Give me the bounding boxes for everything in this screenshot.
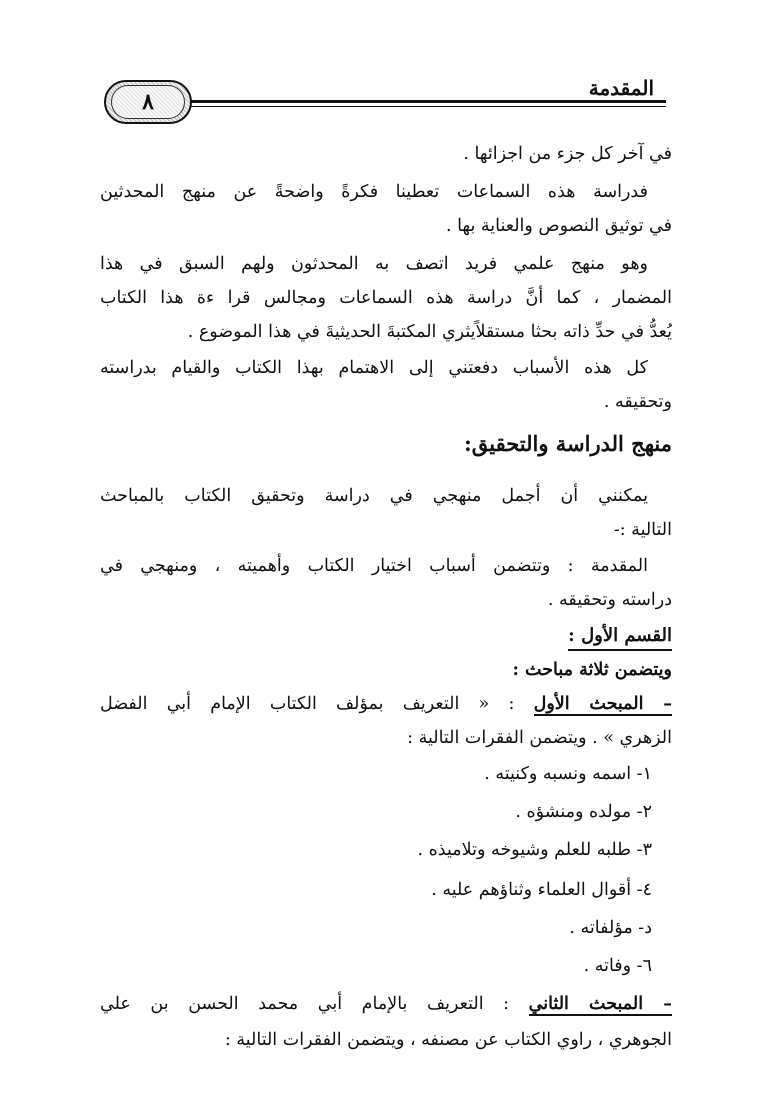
subsection-label: – المبحث الأول	[533, 694, 672, 714]
list-item: ٤- أقوال العلماء وثناؤهم عليه .	[431, 880, 652, 900]
text-line: وتحقيقه .	[603, 392, 672, 412]
list-item: ٣- طلبه للعلم وشيوخه وتلاميذه .	[417, 840, 652, 860]
subsection-text: : التعريف بالإمام أبي محمد الحسن بن علي	[100, 994, 510, 1014]
text-line: في توثيق النصوص والعناية بها .	[445, 216, 672, 236]
text-line: يُعدُّ في حدِّ ذاته بحثا مستقلاًيثري المكتبةَ الحديثيةَ في هذا الموضوع .	[187, 322, 672, 342]
list-item: ١- اسمه ونسبه وكنيته .	[484, 764, 652, 784]
list-item: د- مؤلفاته .	[569, 918, 652, 938]
chapter-title: المقدمة	[588, 76, 654, 100]
text-line: فدراسة هذه السماعات تعطينا فكرةً واضحةً عن منهج المحدثين	[100, 182, 648, 202]
text-line: ويتضمن ثلاثة مباحث :	[512, 660, 672, 680]
text-line: المقدمة : وتتضمن أسباب اختيار الكتاب وأهميته ، ومنهجي في	[100, 556, 648, 576]
header-rule	[180, 100, 666, 103]
text-line: في آخر كل جزء من اجزائها .	[463, 144, 672, 164]
text-line: يمكنني أن أجمل منهجي في دراسة وتحقيق الكتاب بالمباحث	[100, 486, 648, 506]
subsection-text: : « التعريف بمؤلف الكتاب الإمام أبي الفضل	[100, 694, 515, 714]
subsection-label: – المبحث الثاني	[528, 994, 672, 1014]
text-line: وهو منهج علمي فريد اتصف به المحدثون ولهم السبق في هذا	[100, 254, 648, 274]
list-item: ٢- مولده ومنشؤه .	[515, 802, 652, 822]
part-heading-row	[100, 624, 672, 651]
section-heading: منهج الدراسة والتحقيق:	[463, 431, 672, 456]
text-line: كل هذه الأسباب دفعتني إلى الاهتمام بهذا الكتاب والقيام بدراسته	[100, 358, 648, 378]
text-line	[100, 692, 672, 716]
page-number-badge	[104, 80, 192, 124]
text-line: دراسته وتحقيقه .	[547, 590, 672, 610]
page-number: ٨	[142, 89, 154, 115]
text-line: الجوهري ، راوي الكتاب عن مصنفه ، ويتضمن الفقرات التالية :	[224, 1030, 672, 1050]
text-line: الزهري » . ويتضمن الفقرات التالية :	[407, 728, 672, 748]
list-item: ٦- وفاته .	[583, 956, 652, 976]
header-rule-thin	[180, 106, 666, 107]
text-line: المضمار ، كما أنَّ دراسة هذه السماعات ومجالس قرا ءة هذا الكتاب	[100, 288, 672, 308]
text-line: التالية :-	[613, 520, 672, 540]
part-heading: القسم الأول :	[568, 624, 672, 651]
page-header	[0, 70, 764, 140]
text-line	[100, 992, 672, 1016]
